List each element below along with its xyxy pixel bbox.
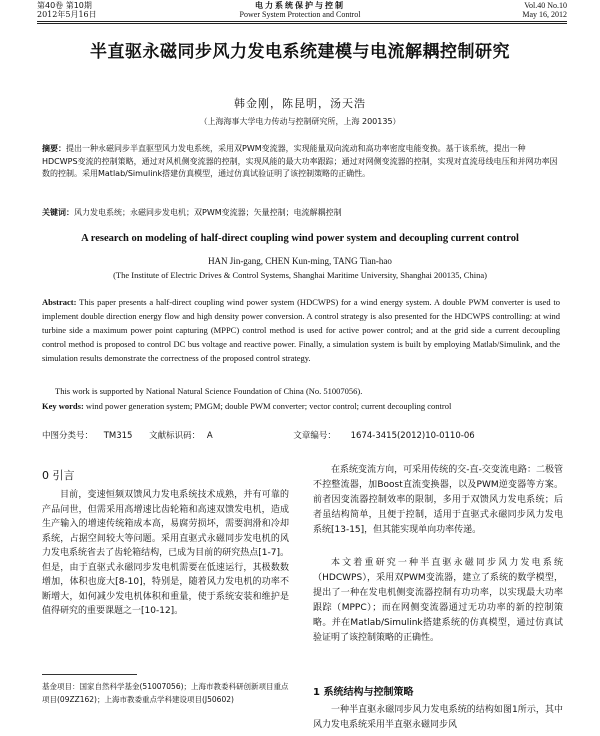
- header-rule: [37, 21, 567, 22]
- right-column-paragraph-1: 在系统变流方向，可采用传统的交-直-交变流电路：二极管不控整流器，加Boost直流变换器，以及PWM逆变器等方案。前者因变流器控制效率的限制，多用于双馈风力发电系统；后者虽结构简单，且便于控制，适用于直驱式永磁同步风力发电系统[13-15]，但其能实现单向功率传递。: [313, 465, 563, 535]
- paper-title-en: A research on modeling of half-direct coupling wind power system and decoupling current control: [81, 233, 519, 244]
- right-column-paragraph-2: 本文着重研究一种半直驱永磁同步风力发电系统（HDCWPS），采用双PWM变流器，建立了系统的数学模型，提出了一种在发电机侧变流器控制有功功率，以实现最大功率跟踪（MPPC）；而在网侧变流器通过无功功率的新的控制策略。并在Matlab/Simulink搭建系统的仿真模型，通过仿真试验证明了该控制策略的正确性。: [313, 558, 563, 643]
- keywords-cn: [42, 207, 558, 218]
- doc-code-value: A: [206, 431, 213, 441]
- journal-name-cn: 电力系统保护与控制: [255, 1, 345, 10]
- clc-value: TM315: [103, 431, 133, 441]
- paper-title-cn: 半直驱永磁同步风力发电系统建模与电流解耦控制研究: [90, 42, 510, 62]
- keywords-en-label: Key words:: [42, 401, 84, 411]
- section-0-paragraph: 目前，变速恒频双馈风力发电系统技术成熟，并有可靠的产品问世，但需采用高增速比齿轮箱和高速双馈发电机，造成生产输入的增速传统箱成本高，易腐劳损坏，需要润滑和冷却系统，占据空间较大等问题。采用直驱式永磁同步发电机的风力发电系统省去了齿轮箱结构，已成为目前的研究热点[1-7]。但是，由于直驱式永磁同步发电机需要在低速运行，其极数数增加，体积也庞大[8-10]，特别是，随着风力发电机的功率不断增大，如何减少发电机体积和重量，使于系统安装和维护是值得研究的重要课题之一[10-12]。: [42, 490, 289, 616]
- clc-label: 中图分类号：: [42, 431, 94, 441]
- classification-line: [42, 429, 475, 441]
- support-en: This work is supported by National Natural Science Foundation of China (No. 51007056).: [55, 386, 363, 396]
- abstract-en-text: This paper presents a half-direct coupling wind power system (HDCWPS) for a wind energy system. A double PWM converter is used to implement double direction energy flow and high density power conversion. A control strategy is also presented for the HDCWPS controlling: at wind turbine side a maximum power point capturing (MPPC) control method is used for active power control; and at the grid side a current decoupling control method is proposed to control DC bus voltage and reactive power. Finally, a simulation system is built by employing Matlab/Simulink, and the simulation results demonstrate the correctness of the proposed control strategy.: [42, 297, 560, 363]
- keywords-cn-text: 风力发电系统；永磁同步发电机；双PWM变流器；矢量控制；电流解耦控制: [74, 208, 342, 217]
- header-left-date: 2012年5月16日: [37, 10, 97, 19]
- article-number-value: 1674-3415(2012)10-0110-06: [350, 431, 475, 441]
- right-column-paragraph-3: 一种半直驱永磁同步风力发电系统的结构如图1所示，其中风力发电系统采用半直驱永磁同步风: [313, 705, 563, 730]
- article-number-label: 文章编号：: [293, 431, 336, 441]
- section-0-heading: 0 引言: [42, 469, 75, 482]
- header-rule-thin: [37, 23, 567, 24]
- abstract-cn-label: 摘要：: [42, 144, 66, 153]
- footnote-funding: 基金项目：国家自然科学基金(51007056)；上海市教委科研创新项目重点项目(09ZZ162)；上海市教委重点学科建设项目(J50602): [42, 682, 289, 704]
- abstract-cn: [42, 143, 558, 181]
- affiliation-cn: （上海海事大学电力传动与控制研究所，上海 200135）: [199, 117, 401, 126]
- header-left-volume: 第40卷 第10期: [37, 1, 92, 10]
- header-right-date: May 16, 2012: [522, 10, 567, 19]
- keywords-en: [42, 401, 560, 411]
- header-right-volume: Vol.40 No.10: [524, 1, 567, 10]
- authors-en: HAN Jin-gang, CHEN Kun-ming, TANG Tian-hao: [208, 256, 392, 266]
- section-1-heading: 1 系统结构与控制策略: [313, 687, 414, 698]
- doc-code-label: 文献标识码：: [149, 431, 201, 441]
- abstract-cn-text: 提出一种永磁同步半直驱型风力发电系统，采用双PWM变流器，实现能量双向流动和高功率密度电能变换。基于该系统，提出一种HDCWPS变流的控制策略，通过对风机侧变流器的控制，实现风能的最大功率跟踪；通过对网侧变流器的控制，实现对直流母线电压和并网功率因数的控制。采用Matlab/Simulink搭建仿真模型，通过仿真试验证明了该控制策略的正确性。: [42, 144, 558, 178]
- abstract-en-label: Abstract:: [42, 297, 77, 307]
- keywords-cn-label: 关键词：: [42, 208, 74, 217]
- abstract-en: [42, 295, 560, 365]
- footnote-rule: [42, 674, 137, 675]
- keywords-en-text: wind power generation system; PMGM; double PWM converter; vector control; current decoupling control: [83, 401, 452, 411]
- authors-cn: 韩金刚，陈昆明，汤天浩: [234, 97, 366, 110]
- affiliation-en: (The Institute of Electric Drives & Control Systems, Shanghai Maritime University, Shanghai 200135, China): [113, 270, 487, 280]
- journal-name-en: Power System Protection and Control: [239, 10, 361, 19]
